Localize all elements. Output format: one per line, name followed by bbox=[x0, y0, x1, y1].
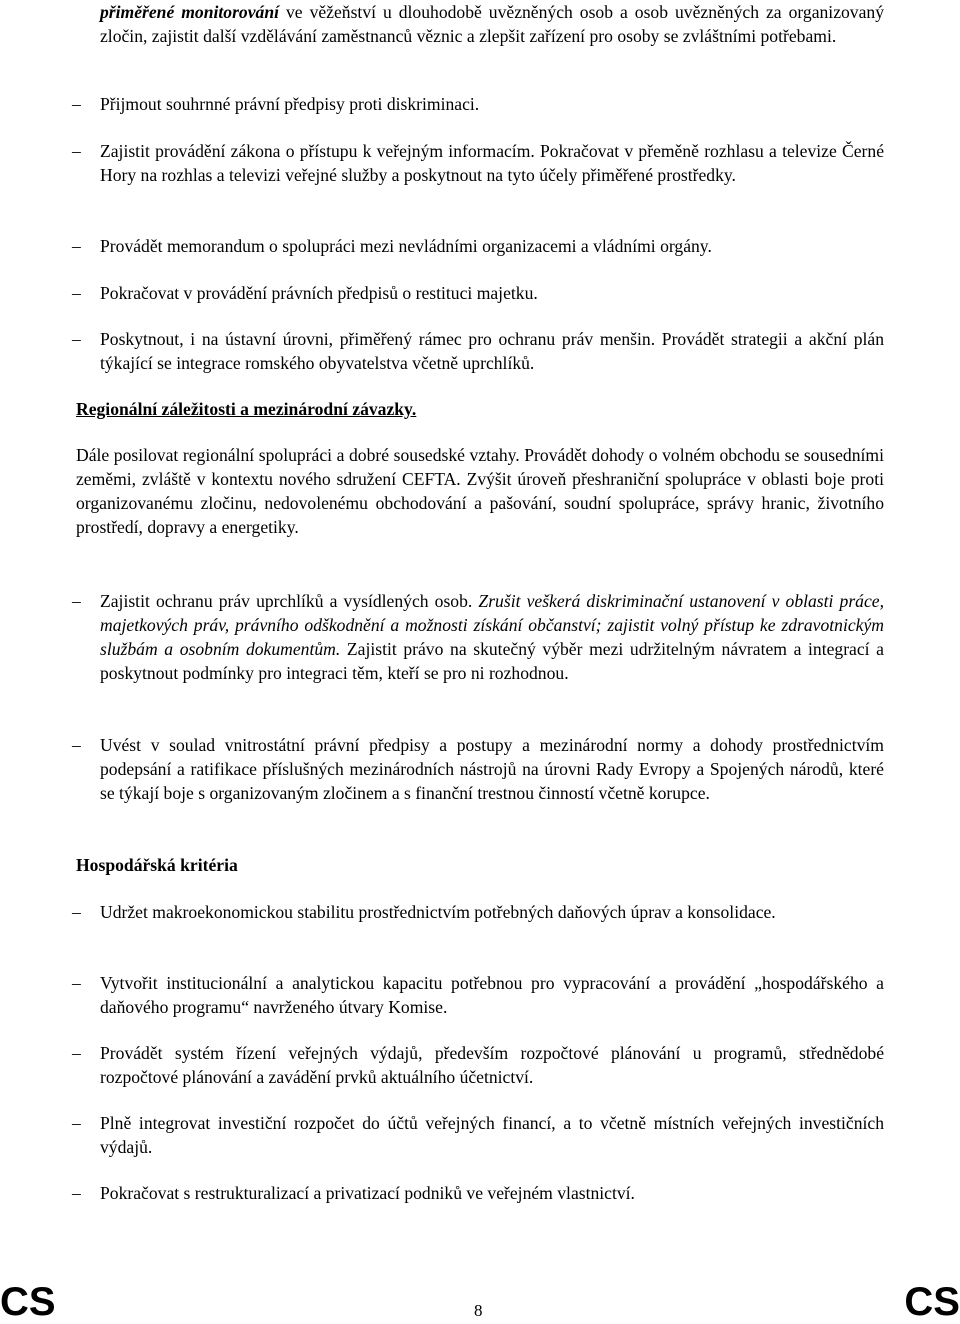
list-item-text: Vytvořit institucionální a analytickou kapacitu potřebnou pro vypracování a provádění „hospodářského a daňového programu“ navrženého útvary Komise. bbox=[100, 973, 884, 1017]
list-item-text: Uvést v soulad vnitrostátní právní předpisy a postupy a mezinárodní normy a dohody prostřednictvím podepsání a ratifikace příslušných mezinárodních nástrojů na úrovni Rady Evropy a Spojených národů, které se týkají boje s organizovaným zločinem a s finanční trestnou činností včetně korupce. bbox=[100, 735, 884, 803]
list-item bbox=[72, 1041, 884, 1089]
list-item bbox=[72, 1181, 884, 1205]
dash-bullet: – bbox=[72, 329, 81, 349]
dash-bullet: – bbox=[72, 236, 81, 256]
list-item-text: Pokračovat v provádění právních předpisů o restituci majetku. bbox=[100, 283, 538, 303]
dash-bullet: – bbox=[72, 735, 81, 755]
list-item bbox=[72, 234, 884, 258]
list-item-text: Přijmout souhrnné právní předpisy proti diskriminaci. bbox=[100, 94, 480, 114]
section-heading-regional bbox=[76, 397, 884, 421]
refugees-text-1: Zajistit ochranu práv uprchlíků a vysídlených osob. bbox=[100, 591, 479, 611]
list-item bbox=[72, 139, 884, 187]
heading-text: Hospodářská kritéria bbox=[76, 855, 238, 875]
footer-language-code-right: CS bbox=[904, 1280, 960, 1324]
page-number: 8 bbox=[474, 1301, 483, 1320]
intro-paragraph bbox=[100, 0, 884, 48]
intro-lead: přiměřené monitorování bbox=[100, 2, 280, 22]
list-item-text: Provádět memorandum o spolupráci mezi nevládními organizacemi a vládními orgány. bbox=[100, 236, 712, 256]
dash-bullet: – bbox=[72, 902, 81, 922]
list-item-text: Pokračovat s restrukturalizací a privatizací podniků ve veřejném vlastnictví. bbox=[100, 1183, 635, 1203]
list-item bbox=[72, 900, 884, 924]
dash-bullet: – bbox=[72, 973, 81, 993]
dash-bullet: – bbox=[72, 591, 81, 611]
dash-bullet: – bbox=[72, 1043, 81, 1063]
dash-bullet: – bbox=[72, 1183, 81, 1203]
list-item-text: Udržet makroekonomickou stabilitu prostřednictvím potřebných daňových úprav a konsolidace. bbox=[100, 902, 776, 922]
heading-text: Regionální záležitosti a mezinárodní závazky. bbox=[76, 399, 417, 419]
list-item bbox=[72, 281, 884, 305]
list-item bbox=[72, 589, 884, 685]
list-item bbox=[72, 1111, 884, 1159]
refugees-text-2: Zajistit právo na skutečný výběr mezi udržitelným návratem a integrací a poskytnout podmínky pro integraci těm, kteří se pro ni rozhodnou. bbox=[100, 639, 884, 683]
dash-bullet: – bbox=[72, 94, 81, 114]
footer-language-code-left: CS bbox=[0, 1280, 56, 1324]
dash-bullet: – bbox=[72, 141, 81, 161]
list-item bbox=[72, 733, 884, 805]
dash-bullet: – bbox=[72, 283, 81, 303]
refugees-italic-text: Zrušit veškerá diskriminační ustanovení v oblasti práce, majetkových práv, právního odškodnění a možnosti získání občanství; zajistit volný přístup ke zdravotnickým službám a osobním dokumentům. bbox=[100, 591, 884, 659]
list-item bbox=[72, 971, 884, 1019]
dash-bullet: – bbox=[72, 1113, 81, 1133]
list-item-text: Plně integrovat investiční rozpočet do účtů veřejných financí, a to včetně místních veřejných investičních výdajů. bbox=[100, 1113, 884, 1157]
list-item bbox=[72, 92, 884, 116]
regional-paragraph bbox=[76, 443, 884, 539]
list-item-text: Zajistit provádění zákona o přístupu k veřejným informacím. Pokračovat v přeměně rozhlasu a televize Černé Hory na rozhlas a televizi veřejné služby a poskytnout na tyto účely přiměřené prostředky. bbox=[100, 141, 884, 185]
list-item bbox=[72, 327, 884, 375]
list-item-text: Provádět systém řízení veřejných výdajů, především rozpočtové plánování u programů, střednědobé rozpočtové plánování a zavádění prvků aktuálního účetnictví. bbox=[100, 1043, 884, 1087]
section-heading-economic bbox=[76, 853, 884, 877]
intro-rest: ve věžeňství u dlouhodobě uvězněných osob a osob uvězněných za organizovaný zločin, zajistit další vzdělávání zaměstnanců věznic a zlepšit zařízení pro osoby se zvláštními potřebami. bbox=[100, 2, 884, 46]
paragraph-text: Dále posilovat regionální spolupráci a dobré sousedské vztahy. Provádět dohody o volném obchodu se sousedními zeměmi, zvláště v kontextu nového sdružení CEFTA. Zvýšit úroveň přeshraniční spolupráce v oblasti boje proti organizovanému zločinu, nedovolenému obchodování a pašování, soudní spolupráce, správy hranic, životního prostředí, dopravy a energetiky. bbox=[76, 445, 884, 537]
list-item-text: Poskytnout, i na ústavní úrovni, přiměřený rámec pro ochranu práv menšin. Provádět strategii a akční plán týkající se integrace romského obyvatelstva včetně uprchlíků. bbox=[100, 329, 884, 373]
